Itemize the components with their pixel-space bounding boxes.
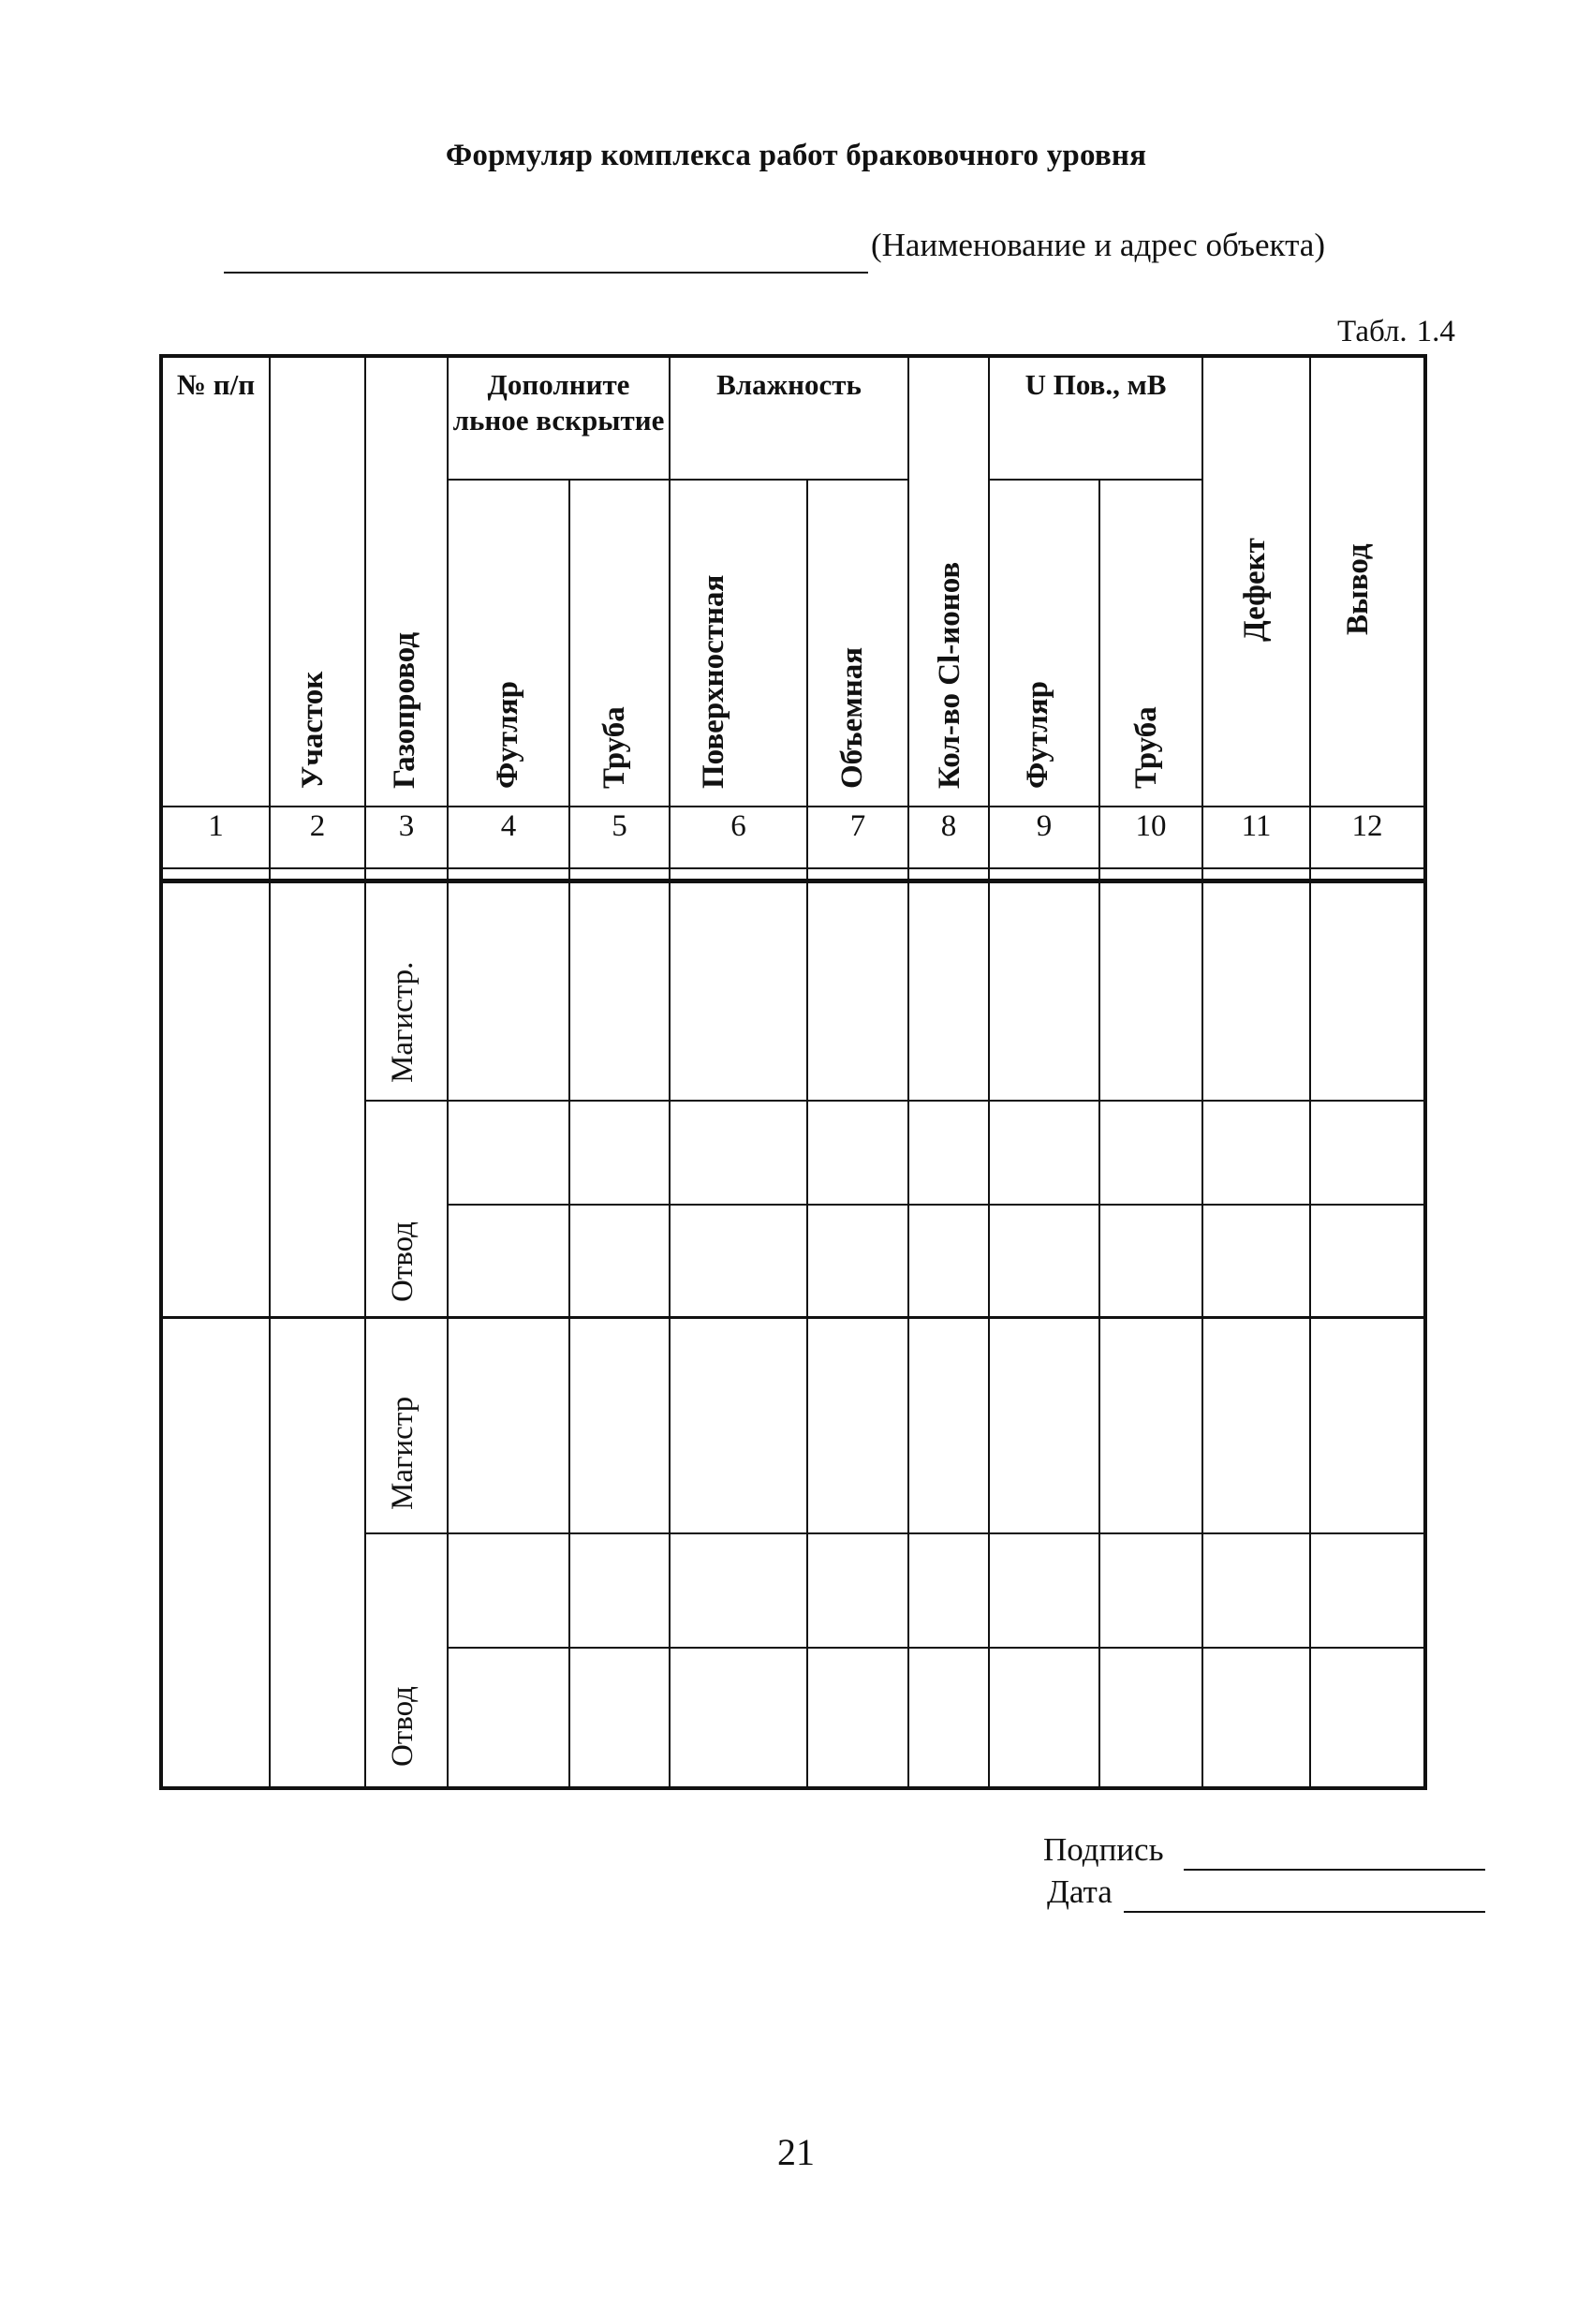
header-conclusion: Вывод [1341,543,1375,635]
row-label-group2-main: Магистр [386,1396,420,1510]
col-line-3 [447,354,449,1790]
col-number-3: 3 [398,809,415,843]
col-number-10: 10 [1135,809,1167,843]
col-line-4 [568,479,570,1790]
object-name-line [224,272,868,274]
number-row-bottom [159,867,1427,869]
header-humidity: Влажность [716,368,862,401]
date-label: Дата [1047,1873,1113,1910]
col-number-12: 12 [1351,809,1383,843]
col-number-1: 1 [208,809,224,843]
col-number-7: 7 [849,809,866,843]
body-double-line [159,879,1427,883]
header-casing-1: Футляр [491,681,524,789]
table-label [1337,315,1455,349]
page-number: 21 [777,2131,815,2173]
header-pipe-1: Труба [597,706,631,789]
table-border-bottom [159,1786,1427,1790]
header-casing-2: Футляр [1021,681,1054,789]
col-line-6 [806,479,808,1790]
table-border-left [159,354,163,1790]
col-line-1 [269,354,271,1790]
header-chloride: Кол-во Cl-ионов [933,561,966,789]
header-pipe-2: Труба [1129,706,1163,789]
document-title: Формуляр комплекса работ браковочного уровня [445,139,1147,172]
row-label-group2-branch: Отвод [386,1686,420,1767]
col-line-7 [907,354,909,1790]
table-border-right [1423,354,1427,1790]
row-line-1 [365,1100,1427,1102]
header-defect: Дефект [1238,538,1272,642]
header-potential: U Пов., мВ [1024,368,1167,401]
header-surface: Поверхностная [697,574,730,789]
col-number-5: 5 [612,809,627,843]
row-label-group1-branch: Отвод [386,1221,420,1302]
signature-line [1184,1869,1485,1871]
col-number-4: 4 [500,809,517,843]
header-num: № п/п [176,368,256,401]
table-label-text: Табл. [1337,315,1408,348]
col-number-8: 8 [940,809,957,843]
header-section: Участок [296,671,330,789]
header-pipeline: Газопровод [388,631,421,789]
row-line-2 [448,1204,1427,1206]
signature-label: Подпись [1043,1831,1164,1868]
object-caption: (Наименование и адрес объекта) [871,227,1325,263]
table-border-top [159,354,1427,358]
col-line-2 [364,354,366,1790]
col-number-2: 2 [309,809,326,843]
col-line-8 [988,354,990,1790]
col-line-10 [1201,354,1203,1790]
group-separator-line [159,1316,1427,1319]
date-line [1124,1911,1485,1913]
col-line-11 [1309,354,1311,1790]
col-line-9 [1098,479,1100,1790]
header-extra-opening: Дополните льное вскрытие [452,368,665,437]
subheader-line-a [448,479,908,481]
row-label-group1-main: Магистр. [386,961,420,1083]
col-number-9: 9 [1036,809,1053,843]
col-number-6: 6 [730,809,746,843]
row-line-3 [365,1532,1427,1534]
table-number: 1.4 [1416,315,1455,348]
col-line-5 [669,354,671,1790]
row-line-4 [448,1647,1427,1649]
header-volume: Объемная [835,646,869,789]
subheader-line-b [989,479,1202,481]
col-number-11: 11 [1241,809,1272,843]
